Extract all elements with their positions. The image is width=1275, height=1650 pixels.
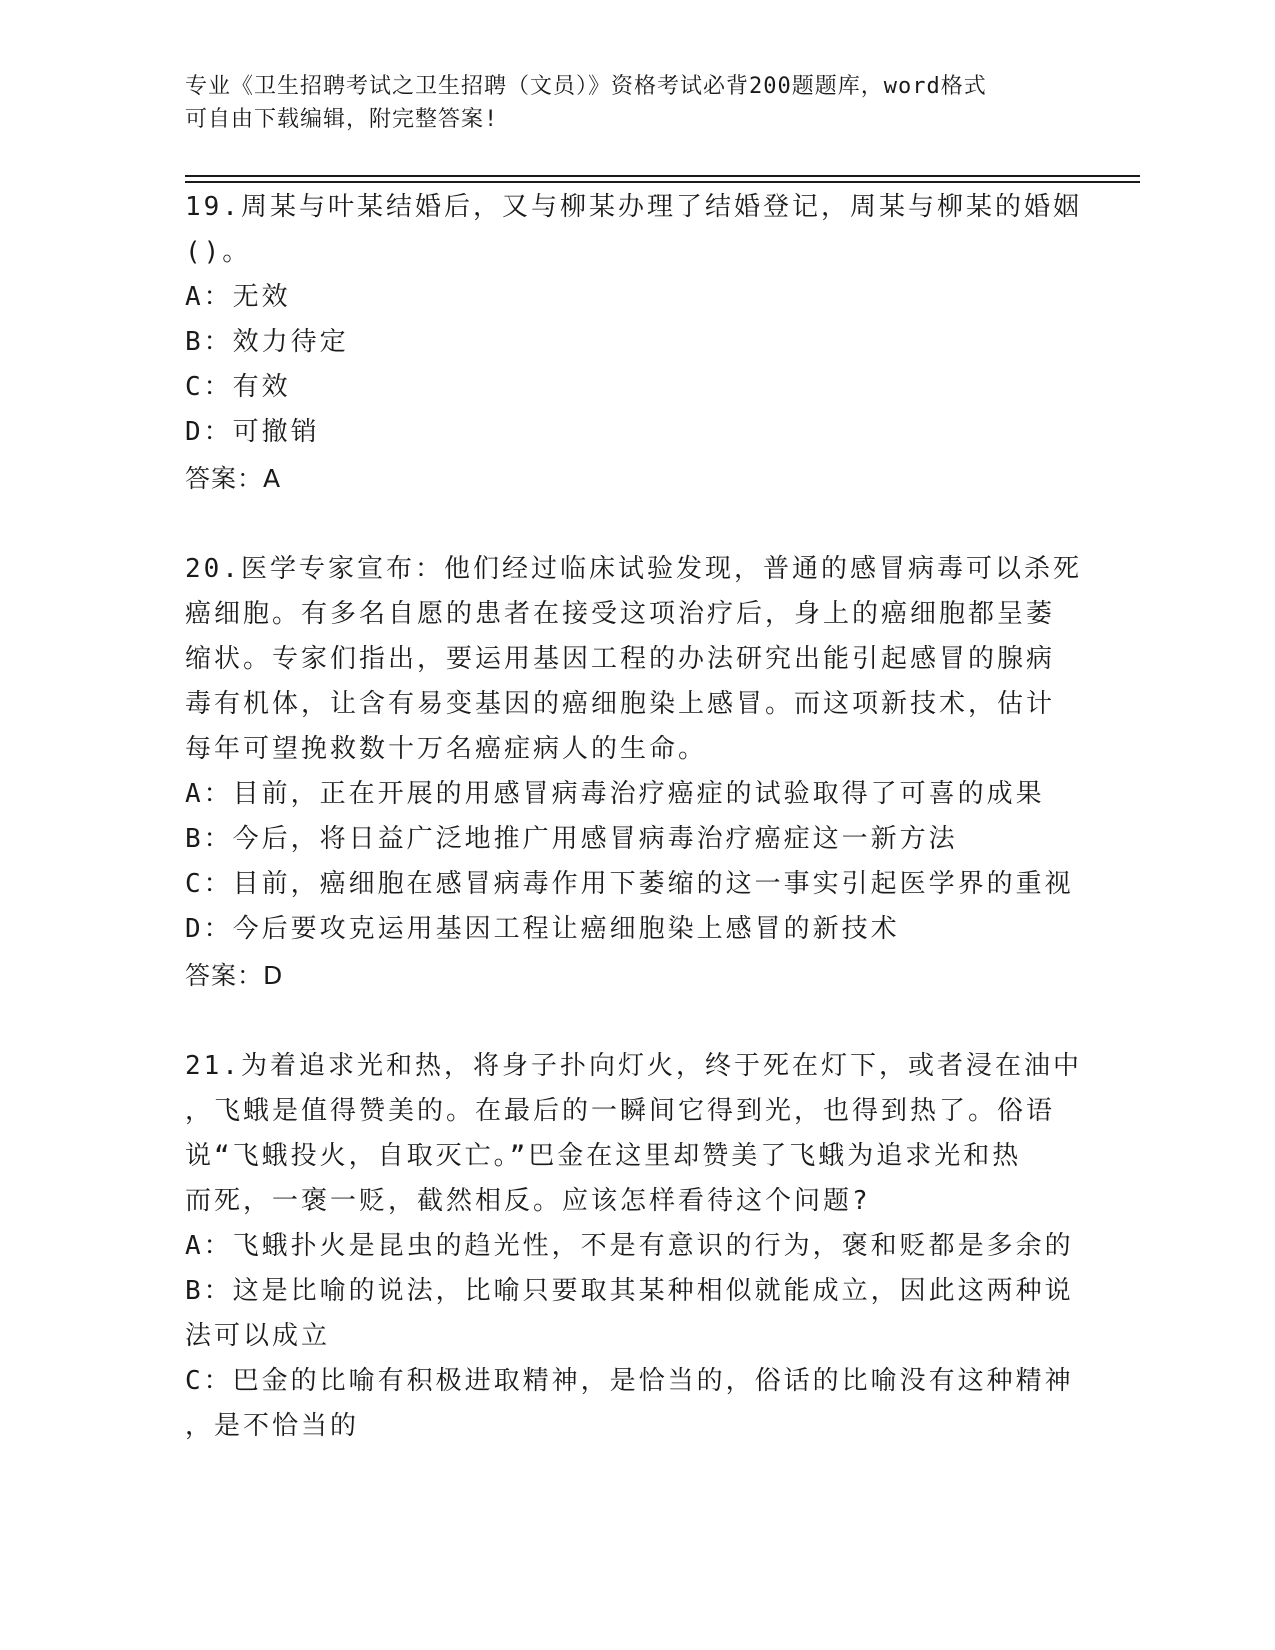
question-stem-line: 20.医学专家宣布：他们经过临床试验发现，普通的感冒病毒可以杀死 [185,554,1082,584]
document-header [185,70,1065,136]
question-stem-line: ()。 [185,237,252,267]
option-a: A：飞蛾扑火是昆虫的趋光性，不是有意识的行为，褒和贬都是多余的 [185,1231,1074,1261]
question-stem-line: 21.为着追求光和热，将身子扑向灯火，终于死在灯下，或者浸在油中 [185,1051,1082,1081]
question-stem-line: 19.周某与叶某结婚后，又与柳某办理了结婚登记，周某与柳某的婚姻 [185,192,1082,222]
option-b-continued: 法可以成立 [185,1321,331,1351]
question-list [185,185,1082,1494]
question-20 [185,547,1082,999]
question-stem-line: 说“飞蛾投火，自取灭亡。”巴金在这里却赞美了飞蛾为追求光和热 [185,1141,1022,1171]
question-stem-line: 缩状。专家们指出，要运用基因工程的办法研究出能引起感冒的腺病 [185,644,1056,674]
question-stem-line: 每年可望挽救数十万名癌症病人的生命。 [185,734,708,764]
option-b: B：今后，将日益广泛地推广用感冒病毒治疗癌症这一新方法 [185,824,958,854]
question-stem-line: 癌细胞。有多名自愿的患者在接受这项治疗后，身上的癌细胞都呈萎 [185,599,1056,629]
question-stem-line: 而死，一褒一贬，截然相反。应该怎样看待这个问题? [185,1186,871,1216]
option-c: C：有效 [185,372,291,402]
option-b: B：效力待定 [185,327,349,357]
option-c-continued: ，是不恰当的 [185,1411,360,1441]
question-stem-line: 毒有机体，让含有易变基因的癌细胞染上感冒。而这项新技术，估计 [185,689,1056,719]
option-c: C：巴金的比喻有积极进取精神，是恰当的，俗话的比喻没有这种精神 [185,1366,1074,1396]
option-d: D：今后要攻克运用基因工程让癌细胞染上感冒的新技术 [185,914,900,944]
question-21 [185,1044,1082,1449]
header-line-2: 可自由下载编辑，附完整答案! [185,107,499,132]
question-19 [185,185,1082,502]
option-b: B：这是比喻的说法，比喻只要取其某种相似就能成立，因此这两种说 [185,1276,1074,1306]
header-rule-top [185,175,1140,177]
option-a: A：无效 [185,282,291,312]
option-c: C：目前，癌细胞在感冒病毒作用下萎缩的这一事实引起医学界的重视 [185,869,1074,899]
answer-label: 答案：A [185,464,282,493]
answer-label: 答案：D [185,961,284,990]
question-stem-line: ，飞蛾是值得赞美的。在最后的一瞬间它得到光，也得到热了。俗语 [185,1096,1056,1126]
header-line-1: 专业《卫生招聘考试之卫生招聘（文员）》资格考试必背200题题库，word格式 [185,74,987,99]
option-a: A：目前，正在开展的用感冒病毒治疗癌症的试验取得了可喜的成果 [185,779,1045,809]
option-d: D：可撤销 [185,417,320,447]
header-rule-bottom [185,181,1140,183]
